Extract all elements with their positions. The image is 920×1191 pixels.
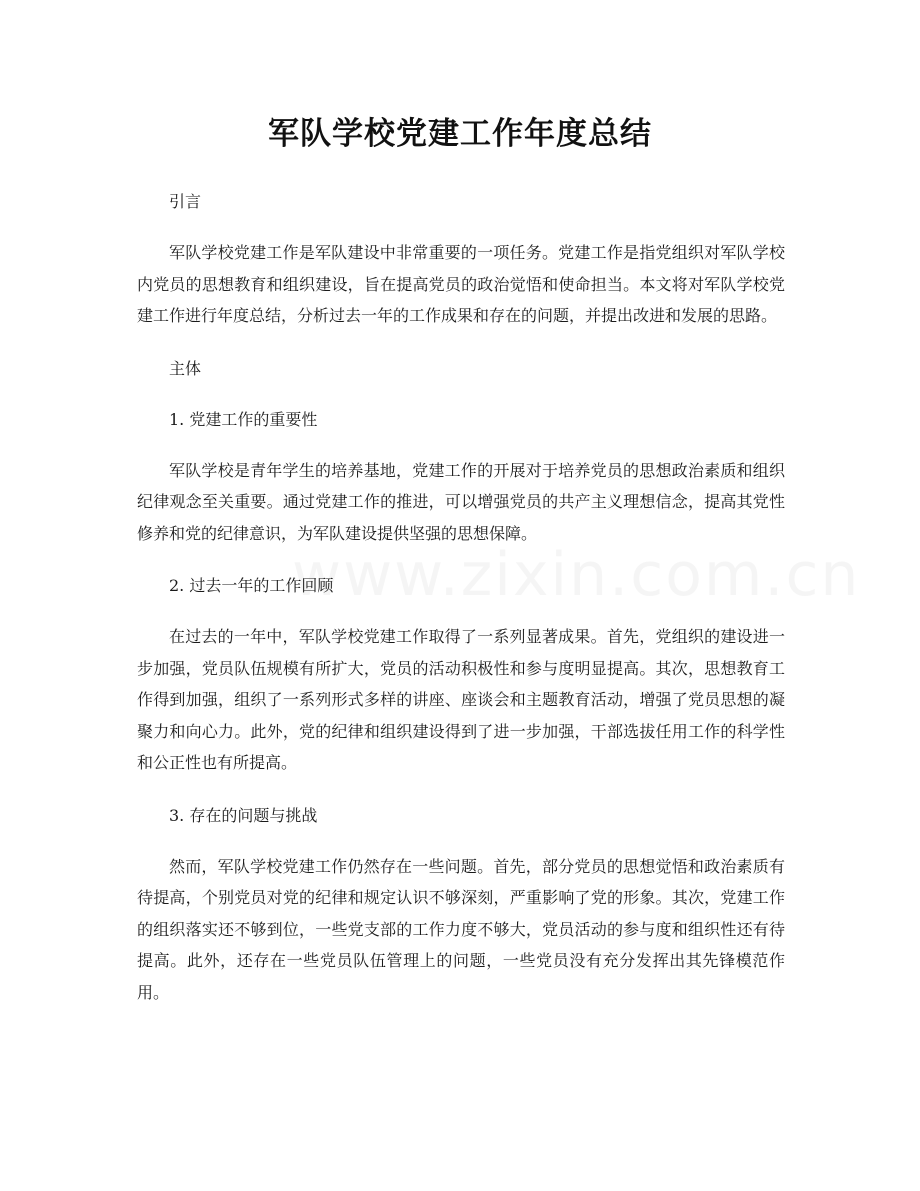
- intro-paragraph: 军队学校党建工作是军队建设中非常重要的一项任务。党建工作是指党组织对军队学校内党员的思想教育和组织建设，旨在提高党员的政治觉悟和使命担当。本文将对军队学校党建工作进行年度总结，分析过去一年的工作成果和存在的问题，并提出改进和发展的思路。: [137, 243, 785, 325]
- section-paragraph-3: 然而，军队学校党建工作仍然存在一些问题。首先，部分党员的思想觉悟和政治素质有待提高，个别党员对党的纪律和规定认识不够深刻，严重影响了党的形象。其次，党建工作的组织落实还不够到位，一些党支部的工作力度不够大，党员活动的参与度和组织性还有待提高。此外，还存在一些党员队伍管理上的问题，一些党员没有充分发挥出其先锋模范作用。: [137, 856, 785, 1002]
- intro-heading: 引言: [169, 192, 202, 211]
- section-heading-2: 2. 过去一年的工作回顾: [169, 576, 334, 595]
- section-paragraph-1: 军队学校是青年学生的培养基地，党建工作的开展对于培养党员的思想政治素质和组织纪律观念至关重要。通过党建工作的推进，可以增强党员的共产主义理想信念，提高其党性修养和党的纪律意识，为军队建设提供坚强的思想保障。: [137, 460, 785, 543]
- document-body: [137, 186, 785, 1008]
- section-paragraph-2: 在过去的一年中，军队学校党建工作取得了一系列显著成果。首先，党组织的建设进一步加强，党员队伍规模有所扩大，党员的活动积极性和参与度明显提高。其次，思想教育工作得到加强，组织了一系列形式多样的讲座、座谈会和主题教育活动，增强了党员思想的凝聚力和向心力。此外，党的纪律和组织建设得到了进一步加强，干部选拔任用工作的科学性和公正性也有所提高。: [137, 627, 785, 772]
- section-heading-1: 1. 党建工作的重要性: [169, 409, 318, 429]
- section-heading-3: 3. 存在的问题与挑战: [169, 805, 318, 825]
- watermark: www.zixin.com.cn: [292, 540, 861, 610]
- page-title: 军队学校党建工作年度总结: [268, 116, 652, 152]
- body-heading: 主体: [169, 358, 202, 378]
